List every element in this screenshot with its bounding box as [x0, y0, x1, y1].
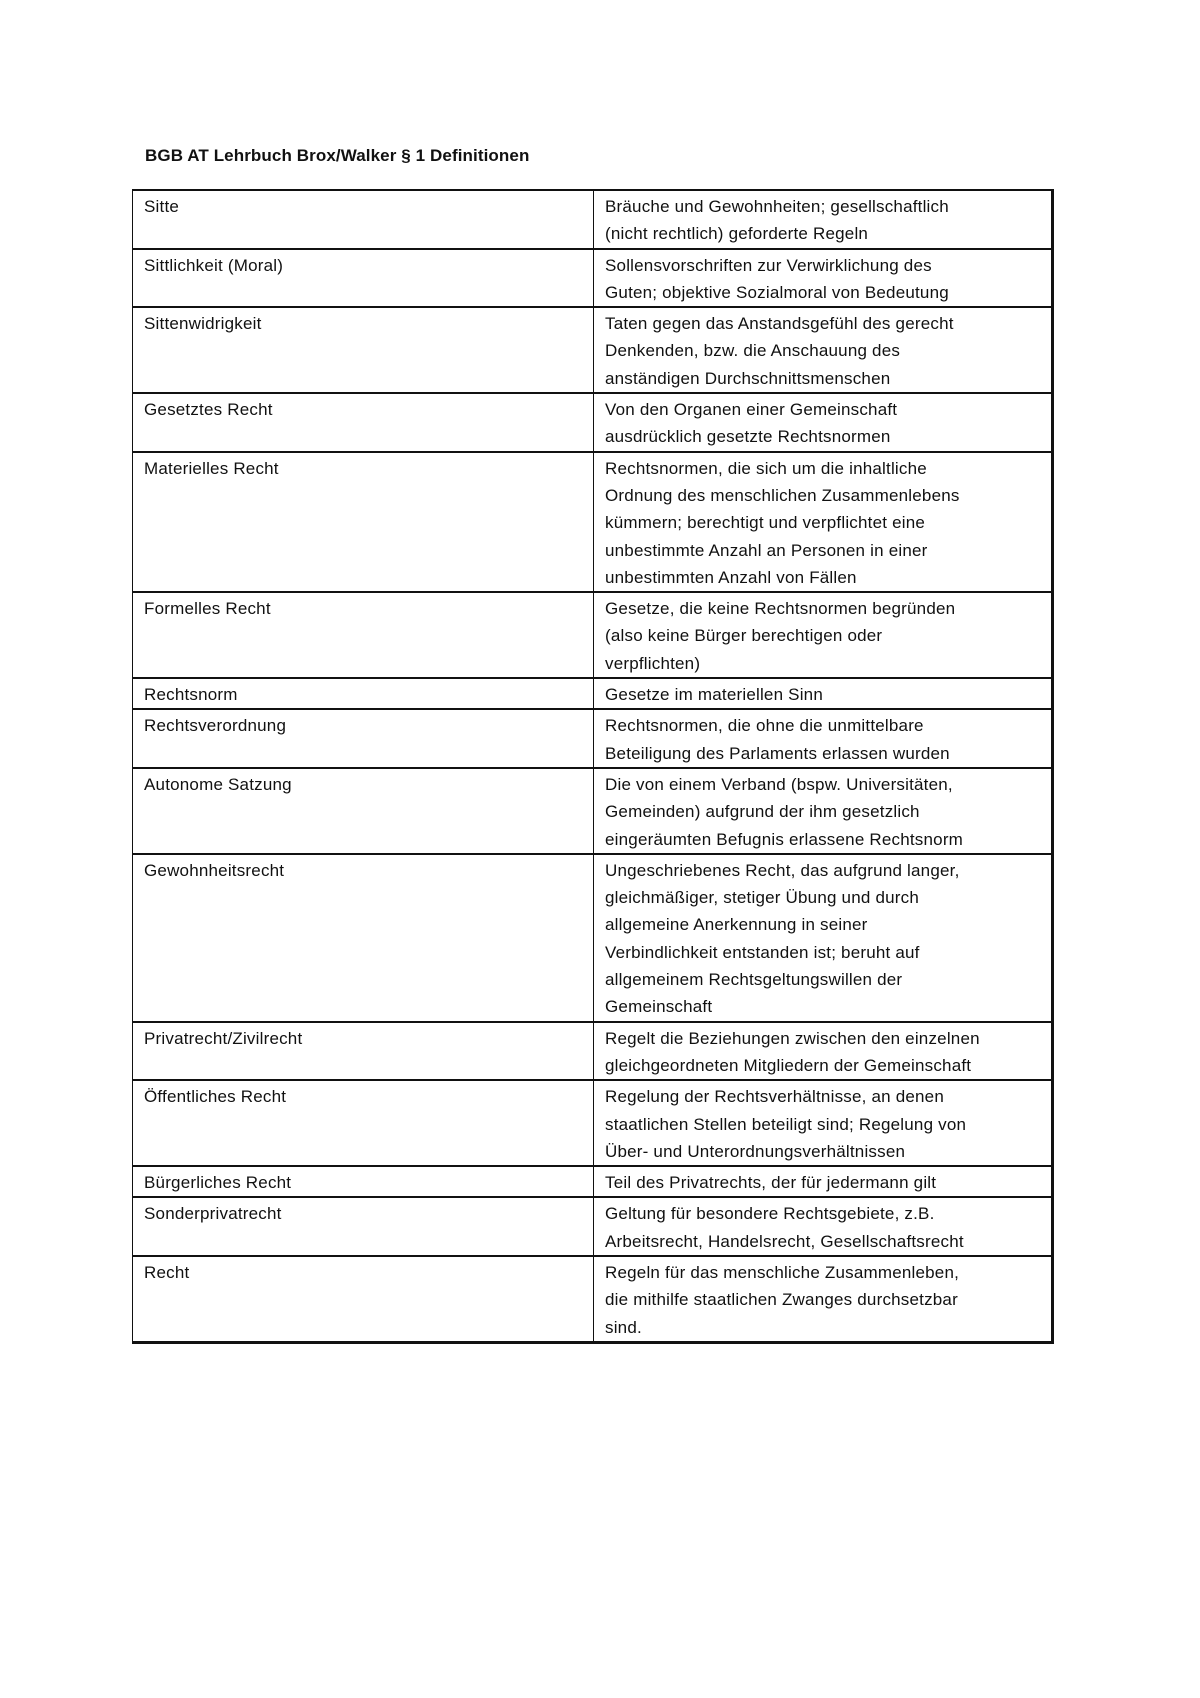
term-cell: Formelles Recht	[133, 592, 594, 678]
term-cell: Gesetztes Recht	[133, 393, 594, 452]
table-row	[133, 249, 1053, 308]
definitions-table	[132, 189, 1054, 1344]
term-cell: Sonderprivatrecht	[133, 1197, 594, 1256]
definition-cell: Rechtsnormen, die sich um die inhaltliche Ordnung des menschlichen Zusammenlebens kümmern; berechtigt und verpflichtet eine unbestimmte Anzahl an Personen in einer unbestimmten Anzahl von Fällen	[594, 452, 1053, 592]
definition-cell: Sollensvorschriften zur Verwirklichung des Guten; objektive Sozialmoral von Bedeutung	[594, 249, 1053, 308]
term-cell: Rechtsverordnung	[133, 709, 594, 768]
definition-cell: Regelung der Rechtsverhältnisse, an denen staatlichen Stellen beteiligt sind; Regelung von Über- und Unterordnungsverhältnissen	[594, 1080, 1053, 1166]
definition-cell: Gesetze im materiellen Sinn	[594, 678, 1053, 709]
term-cell: Autonome Satzung	[133, 768, 594, 854]
table-row	[133, 592, 1053, 678]
definition-cell: Von den Organen einer Gemeinschaft ausdrücklich gesetzte Rechtsnormen	[594, 393, 1053, 452]
table-row	[133, 452, 1053, 592]
definition-cell: Gesetze, die keine Rechtsnormen begründen (also keine Bürger berechtigen oder verpflichten)	[594, 592, 1053, 678]
definition-cell: Regeln für das menschliche Zusammenleben, die mithilfe staatlichen Zwanges durchsetzbar sind.	[594, 1256, 1053, 1342]
term-cell: Sittenwidrigkeit	[133, 307, 594, 393]
definition-cell: Taten gegen das Anstandsgefühl des gerecht Denkenden, bzw. die Anschauung des anständigen Durchschnittsmenschen	[594, 307, 1053, 393]
definition-cell: Teil des Privatrechts, der für jedermann gilt	[594, 1166, 1053, 1197]
table-row	[133, 1080, 1053, 1166]
definition-cell: Die von einem Verband (bspw. Universitäten, Gemeinden) aufgrund der ihm gesetzlich eingeräumten Befugnis erlassene Rechtsnorm	[594, 768, 1053, 854]
table-row	[133, 854, 1053, 1022]
table-row	[133, 1022, 1053, 1081]
term-cell: Gewohnheitsrecht	[133, 854, 594, 1022]
table-row	[133, 1197, 1053, 1256]
term-cell: Privatrecht/Zivilrecht	[133, 1022, 594, 1081]
term-cell: Öffentliches Recht	[133, 1080, 594, 1166]
term-cell: Rechtsnorm	[133, 678, 594, 709]
table-row	[133, 1256, 1053, 1342]
term-cell: Sittlichkeit (Moral)	[133, 249, 594, 308]
document-title: BGB AT Lehrbuch Brox/Walker § 1 Definitionen	[145, 146, 530, 165]
term-cell: Recht	[133, 1256, 594, 1342]
table-row	[133, 768, 1053, 854]
table-row	[133, 190, 1053, 249]
table-row	[133, 709, 1053, 768]
definition-cell: Rechtsnormen, die ohne die unmittelbare Beteiligung des Parlaments erlassen wurden	[594, 709, 1053, 768]
definition-cell: Ungeschriebenes Recht, das aufgrund langer, gleichmäßiger, stetiger Übung und durch allgemeine Anerkennung in seiner Verbindlichkeit entstanden ist; beruht auf allgemeinem Rechtsgeltungswillen der Gemeinschaft	[594, 854, 1053, 1022]
term-cell: Bürgerliches Recht	[133, 1166, 594, 1197]
term-cell: Materielles Recht	[133, 452, 594, 592]
table-row	[133, 678, 1053, 709]
table-row	[133, 393, 1053, 452]
term-cell: Sitte	[133, 190, 594, 249]
definition-cell: Bräuche und Gewohnheiten; gesellschaftlich (nicht rechtlich) geforderte Regeln	[594, 190, 1053, 249]
table-row	[133, 307, 1053, 393]
definition-cell: Geltung für besondere Rechtsgebiete, z.B. Arbeitsrecht, Handelsrecht, Gesellschaftsrecht	[594, 1197, 1053, 1256]
definition-cell: Regelt die Beziehungen zwischen den einzelnen gleichgeordneten Mitgliedern der Gemeinschaft	[594, 1022, 1053, 1081]
table-row	[133, 1166, 1053, 1197]
